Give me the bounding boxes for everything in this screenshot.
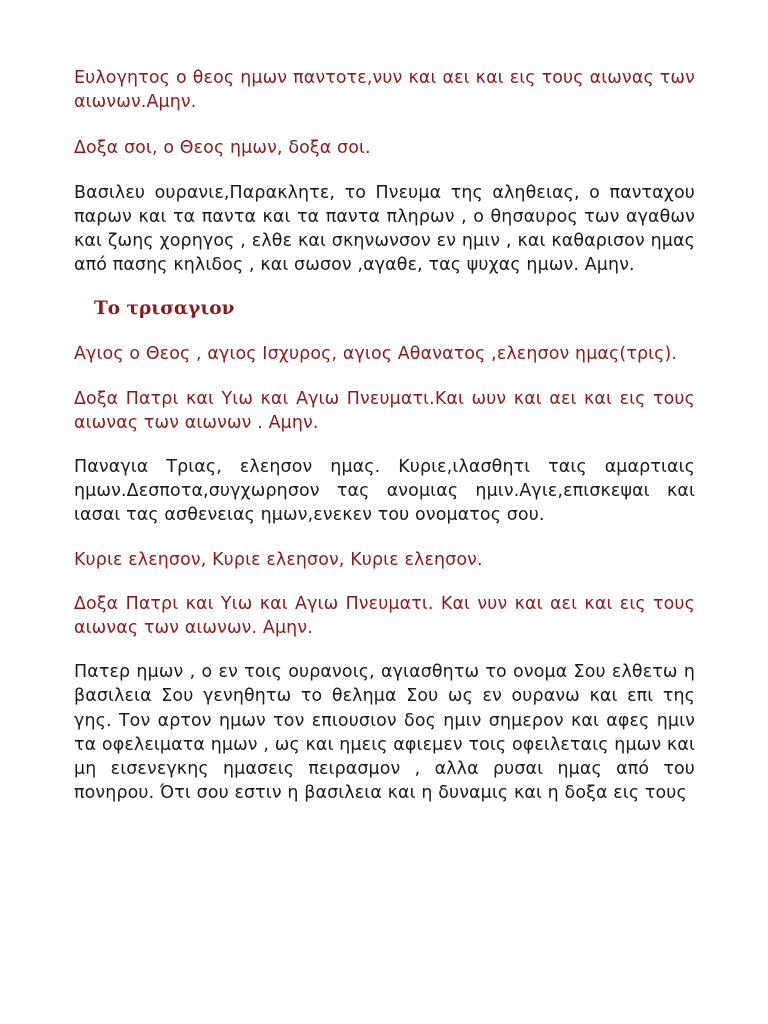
section-heading-trisagion: Το τρισαγιον [94, 298, 235, 320]
trisagion-prayer: Αγιος ο Θεος , αγιος Ισχυρος, αγιος Αθανατος ,ελεησον ημας(τρις). [74, 344, 678, 365]
glory-to-god: Δοξα σοι, ο Θεος ημων, δοξα σοι. [74, 138, 371, 159]
glory-be-first: Δοξα Πατρι και Υιω και Αγιω Πνευματι.Και ωυν και αει και εις τους αιωνας των αιωνων . Αμην. [74, 388, 695, 433]
glory-be-second: Δοξα Πατρι και Υιω και Αγιω Πνευματι. Και νυν και αει και εις τους αιωνας των αιωνων. Αμην. [74, 593, 695, 639]
lords-prayer: Πατερ ημων , ο εν τοις ουρανοις, αγιασθητω το ονομα Σου ελθετω η βασιλεια Σου γενηθητω το θελημα Σου ως εν ουρανω και επι της γης. Τον αρτον ημων τον επιουσιον δος ημιν σημερον και αφες ημιν τα οφελειματα ημων , ως και ημεις αφιεμεν τοις οφειλεταις ημων και μη εισενεγκης ημασεις πειρασμον , αλλα ρυσαι ημας από του πονηρου. Ότι σου εστιν η βασιλεια και η δυναμις και η δοξα εις τους [74, 662, 695, 804]
doxology-blessing: Ευλογητος ο θεος ημων παντοτε,νυν και αει και εις τους αιωνας των αιωνων.Αμην. [74, 68, 695, 113]
heavenly-king-prayer: Βασιλευ ουρανιε,Παρακλητε, το Πνευμα της αληθειας, ο πανταχου παρων και τα παντα και τα παντα πληρων , ο θησαυρος των αγαθων και ζωης χορηγος , ελθε και σκηνωνσον εν ημιν , και καθαρισον ημας από πασης κηλιδος , και σωσον ,αγαθε, τας ψυχας ημων. Αμην. [74, 182, 695, 276]
lord-have-mercy: Κυριε ελεησον, Κυριε ελεησον, Κυριε ελεησον. [74, 549, 483, 570]
holy-trinity-prayer: Παναγια Τριας, ελεησον ημας. Κυριε,ιλασθητι ταις αμαρτιαις ημων.Δεσποτα,συγχωρησον τας ανομιας ημιν.Αγιε,επισκεψαι και ιασαι τας ασθενειας ημων,ενεκεν του ονοματος σου. [74, 457, 695, 526]
